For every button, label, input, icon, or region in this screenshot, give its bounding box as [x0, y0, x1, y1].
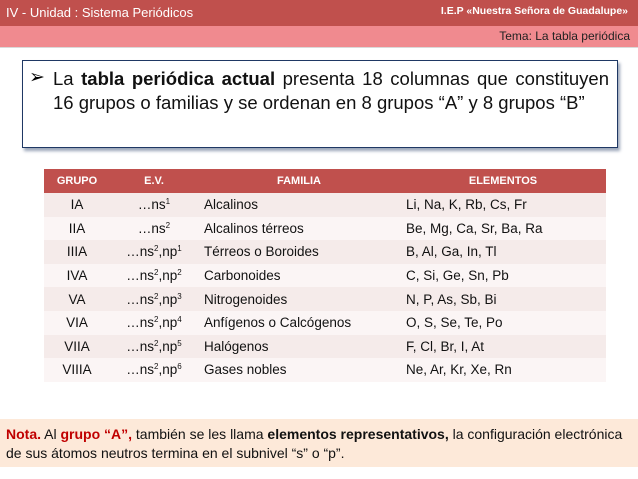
school-name: I.E.P «Nuestra Señora de Guadalupe»: [440, 5, 628, 17]
ev-p: ,np: [158, 291, 178, 307]
note-text: [6, 425, 632, 463]
ev-exp: 2: [154, 268, 159, 278]
cell-ev: [110, 193, 198, 217]
cell-ev: [110, 311, 198, 335]
table-row: [44, 358, 606, 382]
cell-familia: Alcalinos térreos: [198, 217, 400, 241]
intro-post: presenta 18 columnas que constituyen 16 grupos o familias y se ordenan en 8 grupos “A” y 8 grupos “B”: [53, 68, 609, 113]
ev-base: …ns: [126, 268, 155, 284]
note-box: [0, 419, 638, 467]
cell-ev: [110, 240, 198, 264]
arrow-bullet-icon: ➢: [29, 67, 45, 88]
ev-p-exp: 6: [177, 362, 182, 372]
ev-p-exp: 1: [177, 244, 182, 254]
topic-title: Tema: La tabla periódica: [499, 29, 630, 43]
ev-exp: 2: [165, 220, 171, 230]
note-t1: Al: [41, 426, 61, 442]
cell-elementos: Li, Na, K, Rb, Cs, Fr: [400, 193, 606, 217]
cell-elementos: Be, Mg, Ca, Sr, Ba, Ra: [400, 217, 606, 241]
intro-pre: La: [53, 68, 82, 89]
cell-ev: [110, 287, 198, 311]
ev-p: ,np: [158, 315, 178, 331]
note-group: grupo “A”,: [60, 426, 133, 442]
header-grupo: GRUPO: [44, 169, 110, 193]
cell-grupo: IIA: [44, 217, 110, 241]
intro-box: [22, 60, 618, 148]
unit-title: IV - Unidad : Sistema Periódicos: [6, 5, 194, 20]
header-bar: [0, 0, 638, 26]
note-representative: elementos representativos,: [267, 426, 449, 442]
ev-p: ,np: [158, 268, 178, 284]
table-row: [44, 311, 606, 335]
ev-p-exp: 2: [177, 268, 182, 278]
cell-elementos: N, P, As, Sb, Bi: [400, 287, 606, 311]
ev-p-exp: 5: [177, 338, 182, 348]
ev-base: …ns: [126, 362, 155, 378]
table-row: [44, 193, 606, 217]
cell-elementos: F, Cl, Br, I, At: [400, 335, 606, 359]
cell-grupo: VIA: [44, 311, 110, 335]
ev-exp: 1: [165, 197, 171, 207]
ev-base: …ns: [126, 315, 155, 331]
ev-p: ,np: [158, 244, 178, 260]
cell-grupo: VIIIA: [44, 358, 110, 382]
table-body: [44, 193, 606, 382]
ev-exp: 2: [154, 315, 159, 325]
ev-base: …ns: [126, 244, 155, 260]
cell-familia: Anfígenos o Calcógenos: [198, 311, 400, 335]
table-row: [44, 240, 606, 264]
note-t3: la configuración electrónica de sus átomos neutros termina en el subnivel “s” o “p”.: [6, 426, 623, 461]
ev-exp: 2: [154, 244, 159, 254]
ev-base: …ns: [126, 338, 155, 354]
cell-grupo: IVA: [44, 264, 110, 288]
cell-ev: [110, 217, 198, 241]
cell-elementos: Ne, Ar, Kr, Xe, Rn: [400, 358, 606, 382]
ev-p-exp: 4: [177, 315, 182, 325]
note-label: Nota.: [6, 426, 41, 442]
ev-base: …ns: [137, 220, 166, 236]
cell-familia: Carbonoides: [198, 264, 400, 288]
header-elementos: ELEMENTOS: [400, 169, 606, 193]
cell-elementos: B, Al, Ga, In, Tl: [400, 240, 606, 264]
topic-bar: [0, 26, 638, 48]
periodic-groups-table: [44, 169, 606, 382]
header-familia: FAMILIA: [198, 169, 400, 193]
table-row: [44, 335, 606, 359]
intro-text: [53, 67, 609, 115]
cell-grupo: IIIA: [44, 240, 110, 264]
intro-bold: tabla periódica actual: [81, 68, 276, 89]
cell-familia: Gases nobles: [198, 358, 400, 382]
cell-elementos: O, S, Se, Te, Po: [400, 311, 606, 335]
ev-exp: 2: [154, 291, 159, 301]
ev-base: …ns: [126, 291, 155, 307]
table-row: [44, 217, 606, 241]
ev-p: ,np: [158, 338, 178, 354]
cell-ev: [110, 264, 198, 288]
table-header-row: [44, 169, 606, 193]
table-row: [44, 264, 606, 288]
ev-base: …ns: [137, 197, 166, 213]
note-t2: también se les llama: [132, 426, 268, 442]
cell-grupo: IA: [44, 193, 110, 217]
ev-exp: 2: [154, 338, 159, 348]
header-ev: E.V.: [110, 169, 198, 193]
cell-ev: [110, 358, 198, 382]
cell-grupo: VIIA: [44, 335, 110, 359]
cell-elementos: C, Si, Ge, Sn, Pb: [400, 264, 606, 288]
ev-exp: 2: [154, 362, 159, 372]
ev-p: ,np: [158, 362, 178, 378]
cell-familia: Nitrogenoides: [198, 287, 400, 311]
cell-familia: Térreos o Boroides: [198, 240, 400, 264]
cell-grupo: VA: [44, 287, 110, 311]
cell-familia: Alcalinos: [198, 193, 400, 217]
cell-familia: Halógenos: [198, 335, 400, 359]
ev-p-exp: 3: [177, 291, 182, 301]
table-row: [44, 287, 606, 311]
cell-ev: [110, 335, 198, 359]
